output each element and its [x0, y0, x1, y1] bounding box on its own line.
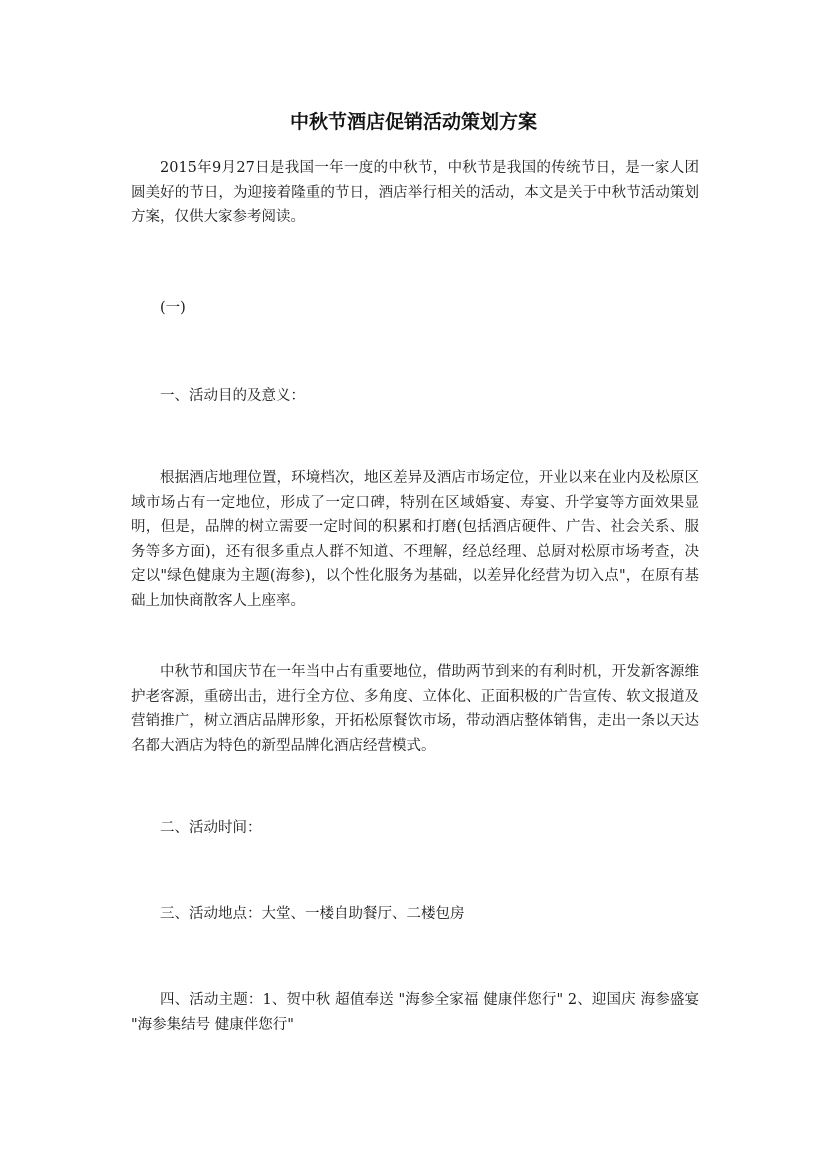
goal-paragraph-1: 根据酒店地理位置，环境档次，地区差异及酒店市场定位，开业以来在业内及松原区域市场占有一定地位，形成了一定口碑，特别在区域婚宴、寿宴、升学宴等方面效果显明，但是，品牌的树立需要一定时间的积累和打磨(包括酒店硬件、广告、社会关系、服务等多方面)，还有很多重点人群不知道、不理解，经总经理、总厨对松原市场考查，决定以"绿色健康为主题(海参)，以个性化服务为基础，以差异化经营为切入点"，在原有基础上加快商散客人上座率。 [131, 470, 699, 609]
heading-place: 三、活动地点：大堂、一楼自助餐厅、二楼包房 [160, 906, 465, 922]
document-title: 中秋节酒店促销活动策划方案 [289, 111, 537, 133]
intro-paragraph: 2015年9月27日是我国一年一度的中秋节，中秋节是我国的传统节日，是一家人团圆美好的节日，为迎接着隆重的节日，酒店举行相关的活动，本文是关于中秋节活动策划方案，仅供大家参考阅读。 [131, 160, 699, 225]
section-marker: (一) [160, 300, 186, 316]
heading-goal: 一、活动目的及意义： [160, 388, 305, 404]
heading-time: 二、活动时间： [160, 820, 262, 836]
goal-paragraph-2: 中秋节和国庆节在一年当中占有重要地位，借助两节到来的有利时机，开发新客源维护老客源，重磅出击，进行全方位、多角度、立体化、正面积极的广告宣传、软文报道及营销推广，树立酒店品牌形象，开拓松原餐饮市场，带动酒店整体销售，走出一条以天达名都大酒店为特色的新型品牌化酒店经营模式。 [131, 664, 699, 754]
theme-paragraph: 四、活动主题：1、贺中秋 超值奉送 "海参全家福 健康伴您行" 2、迎国庆 海参盛宴 "海参集结号 健康伴您行" [131, 992, 699, 1033]
